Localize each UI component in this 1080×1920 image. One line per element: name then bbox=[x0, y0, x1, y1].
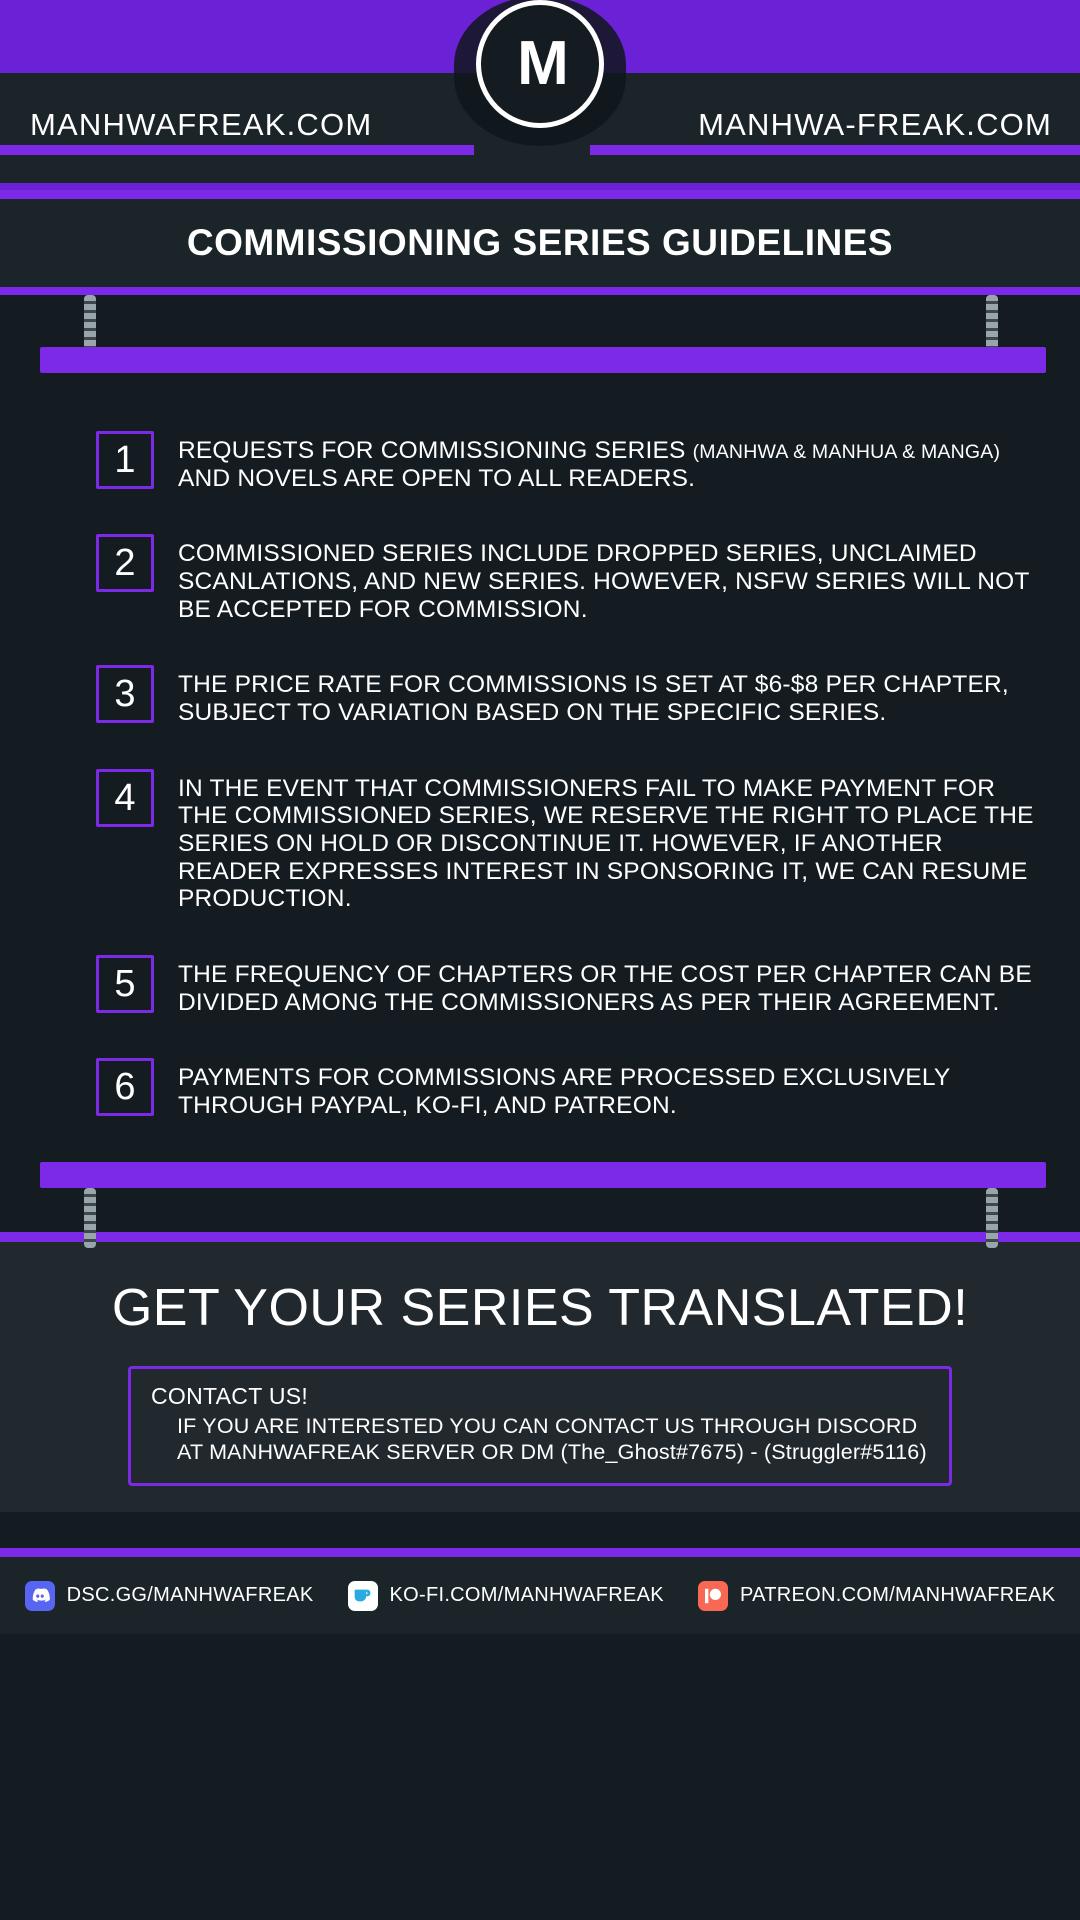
chain-right-bottom-icon bbox=[986, 1188, 998, 1248]
contact-box bbox=[128, 1366, 952, 1487]
contact-line-2: AT MANHWAFREAK SERVER OR DM (The_Ghost#7675) - (Struggler#5116) bbox=[177, 1439, 927, 1464]
guideline-number: 1 bbox=[96, 431, 154, 489]
chain-left-bottom-icon bbox=[84, 1188, 96, 1248]
social-label-discord: DSC.GG/MANHWAFREAK bbox=[66, 1584, 314, 1607]
page-title-band bbox=[0, 199, 1080, 287]
discord-icon bbox=[25, 1581, 55, 1611]
bottom-accent-bar bbox=[40, 1162, 1046, 1188]
contact-line-1: IF YOU ARE INTERESTED YOU CAN CONTACT US THROUGH DISCORD bbox=[177, 1413, 918, 1438]
list-item bbox=[96, 1058, 1046, 1119]
footer-divider-bottom bbox=[0, 1548, 1080, 1557]
site-domain-right: MANHWA-FREAK.COM bbox=[698, 107, 1052, 142]
guideline-text: THE FREQUENCY OF CHAPTERS OR THE COST PER CHAPTER CAN BE DIVIDED AMONG THE COMMISSIONERS AS PER THEIR AGREEMENT. bbox=[178, 961, 1032, 1016]
title-divider-top bbox=[0, 190, 1080, 199]
guideline-text bbox=[178, 431, 1046, 492]
guideline-text: THE PRICE RATE FOR COMMISSIONS IS SET AT $6-$8 PER CHAPTER, SUBJECT TO VARIATION BASED ON THE SPECIFIC SERIES. bbox=[178, 671, 1009, 727]
list-item bbox=[96, 534, 1046, 623]
header-underline-right bbox=[590, 145, 1080, 155]
page-title: COMMISSIONING SERIES GUIDELINES bbox=[186, 222, 894, 263]
logo-circle bbox=[476, 0, 604, 128]
social-link-discord[interactable] bbox=[25, 1581, 314, 1611]
bottom-chain-area bbox=[0, 1162, 1080, 1232]
guideline-number: 3 bbox=[96, 665, 154, 723]
contact-title: CONTACT US! bbox=[151, 1382, 309, 1409]
chain-left-icon bbox=[84, 295, 96, 355]
footer-cta-block bbox=[0, 1242, 1080, 1513]
social-link-kofi[interactable] bbox=[348, 1581, 664, 1611]
chain-right-icon bbox=[986, 295, 998, 355]
header-underline-left bbox=[0, 145, 474, 155]
guidelines-list bbox=[0, 431, 1080, 1120]
guideline-text: COMMISSIONED SERIES INCLUDE DROPPED SERIES, UNCLAIMED SCANLATIONS, AND NEW SERIES. HOWEVER, NSFW SERIES WILL NOT BE ACCEPTED FOR COMMISSION. bbox=[178, 540, 1030, 623]
list-item bbox=[96, 431, 1046, 492]
guideline-text-part1: REQUESTS FOR COMMISSIONING SERIES bbox=[178, 437, 693, 464]
top-accent-bar bbox=[40, 347, 1046, 373]
social-label-patreon: PATREON.COM/MANHWAFREAK bbox=[739, 1584, 1056, 1607]
top-chain-area bbox=[0, 295, 1080, 359]
guideline-number: 2 bbox=[96, 534, 154, 592]
guideline-text: PAYMENTS FOR COMMISSIONS ARE PROCESSED EXCLUSIVELY THROUGH PAYPAL, KO-FI, AND PATREON. bbox=[178, 1064, 950, 1120]
guideline-text: IN THE EVENT THAT COMMISSIONERS FAIL TO MAKE PAYMENT FOR THE COMMISSIONED SERIES, WE RESERVE THE RIGHT TO PLACE THE SERIES ON HOLD OR DISCONTINUE IT. HOWEVER, IF ANOTHER READER EXPRESSES INTEREST IN SPONSORING IT, WE CAN RESUME PRODUCTION. bbox=[178, 774, 1034, 913]
guideline-text-part2: AND NOVELS ARE OPEN TO ALL READERS. bbox=[178, 464, 696, 492]
site-logo bbox=[476, 0, 604, 152]
patreon-icon bbox=[698, 1581, 728, 1611]
list-item bbox=[96, 769, 1046, 913]
guideline-number: 6 bbox=[96, 1058, 154, 1116]
social-label-kofi: KO-FI.COM/MANHWAFREAK bbox=[389, 1584, 664, 1607]
guideline-text-note: (MANHWA & MANHUA & MANGA) bbox=[692, 441, 1001, 463]
list-item bbox=[96, 955, 1046, 1016]
kofi-icon bbox=[348, 1581, 378, 1611]
contact-details bbox=[151, 1414, 929, 1466]
social-links-bar bbox=[0, 1557, 1080, 1634]
title-divider-bottom bbox=[0, 287, 1080, 295]
logo-monogram-icon: M bbox=[517, 29, 563, 98]
footer-divider-top bbox=[0, 1232, 1080, 1242]
footer-heading: GET YOUR SERIES TRANSLATED! bbox=[111, 1278, 969, 1337]
guideline-number: 5 bbox=[96, 955, 154, 1013]
site-domain-left: MANHWAFREAK.COM bbox=[30, 107, 373, 142]
site-header bbox=[0, 0, 1080, 190]
social-link-patreon[interactable] bbox=[698, 1581, 1055, 1611]
guideline-number: 4 bbox=[96, 769, 154, 827]
list-item bbox=[96, 665, 1046, 726]
